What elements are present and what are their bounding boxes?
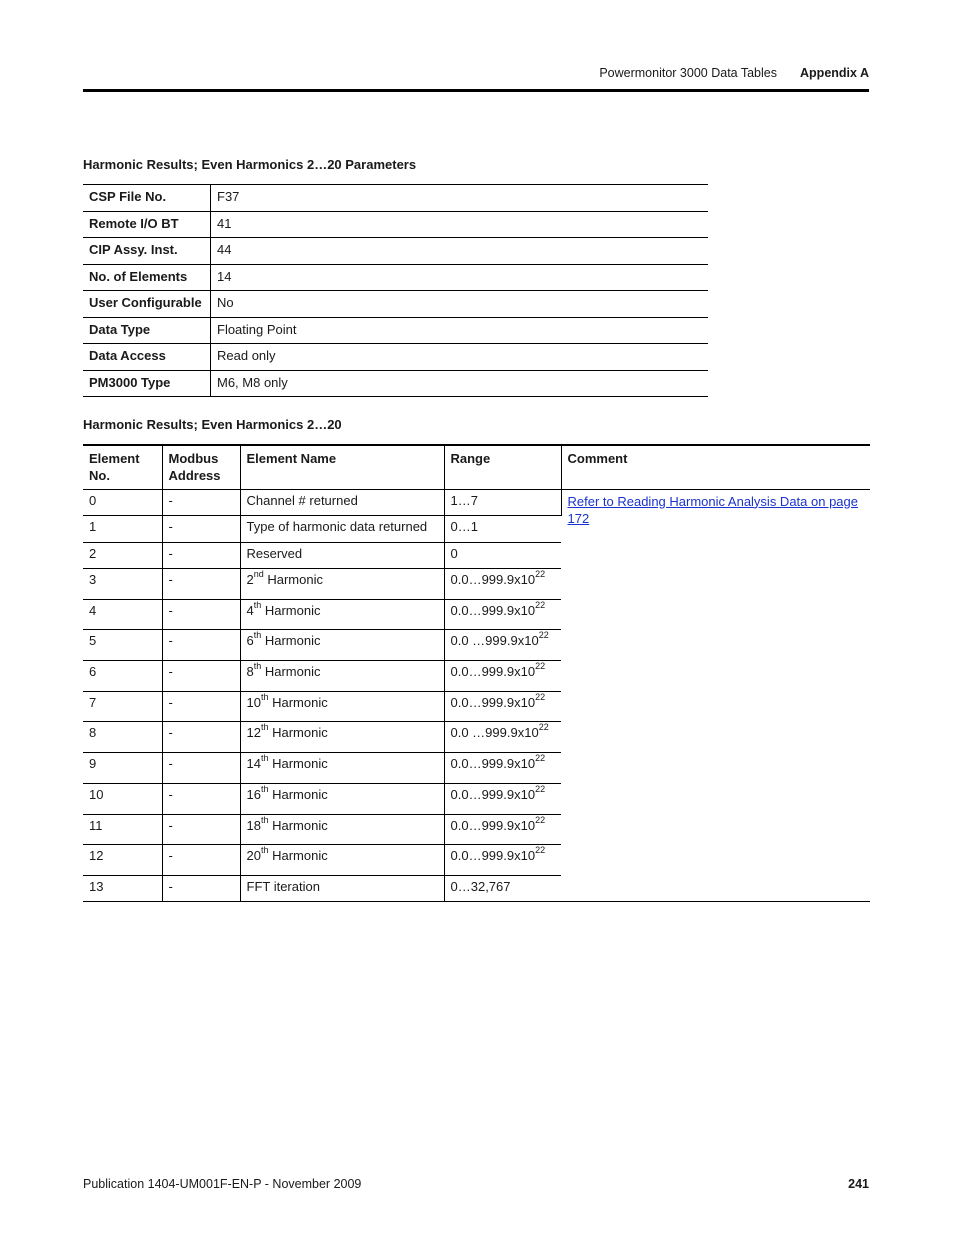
- table-row: [83, 489, 870, 516]
- element-no: 13: [83, 875, 162, 902]
- header-element-no: Element No.: [83, 445, 162, 489]
- range: $0.0\dots 999.9x10^{22}$: [444, 599, 561, 630]
- modbus-address: -: [162, 783, 240, 814]
- range: $0.0\dots 999.9x10^{22}$: [444, 753, 561, 784]
- range: 0…1: [444, 516, 561, 543]
- element-name: 12th Harmonic: [240, 722, 444, 753]
- table-row: [83, 211, 708, 238]
- header-modbus-address: Modbus Address: [162, 445, 240, 489]
- harmonic-results-table: [83, 444, 870, 902]
- header-range: Range: [444, 445, 561, 489]
- modbus-address: -: [162, 722, 240, 753]
- modbus-address: -: [162, 691, 240, 722]
- table-row: [83, 264, 708, 291]
- header-rule: [83, 89, 869, 92]
- element-name: 8th Harmonic: [240, 661, 444, 692]
- param-key: No. of Elements: [83, 264, 211, 291]
- modbus-address: -: [162, 542, 240, 569]
- results-table-caption: Harmonic Results; Even Harmonics 2…20: [83, 417, 342, 432]
- param-key: CSP File No.: [83, 185, 211, 212]
- param-key: Remote I/O BT: [83, 211, 211, 238]
- element-no: 8: [83, 722, 162, 753]
- element-no: 11: [83, 814, 162, 845]
- param-value: No: [211, 291, 709, 318]
- table-row: [83, 344, 708, 371]
- table-row: [83, 185, 708, 212]
- modbus-address: -: [162, 599, 240, 630]
- element-no: 2: [83, 542, 162, 569]
- range: 1…7: [444, 489, 561, 516]
- modbus-address: -: [162, 489, 240, 516]
- page-number: 241: [848, 1177, 869, 1191]
- param-value: Read only: [211, 344, 709, 371]
- range: $0.0\dots 999.9x10^{22}$: [444, 845, 561, 876]
- element-name: Channel # returned: [240, 489, 444, 516]
- param-value: F37: [211, 185, 709, 212]
- param-value: 44: [211, 238, 709, 265]
- element-no: 7: [83, 691, 162, 722]
- element-name: Type of harmonic data returned: [240, 516, 444, 543]
- element-no: 1: [83, 516, 162, 543]
- element-name: 2nd Harmonic: [240, 569, 444, 600]
- range: $0.0\dots 999.9x10^{22}$: [444, 661, 561, 692]
- range: 0.0 $\dots 999.9x10^{22}$: [444, 722, 561, 753]
- range: 0.0 $\dots 999.9x10^{22}$: [444, 630, 561, 661]
- element-name: 14th Harmonic: [240, 753, 444, 784]
- element-name: 20th Harmonic: [240, 845, 444, 876]
- element-no: 0: [83, 489, 162, 516]
- table-row: [83, 291, 708, 318]
- element-name: Reserved: [240, 542, 444, 569]
- header-comment: Comment: [561, 445, 870, 489]
- param-key: PM3000 Type: [83, 370, 211, 397]
- range: $0.0\dots 999.9x10^{22}$: [444, 814, 561, 845]
- element-name: 18th Harmonic: [240, 814, 444, 845]
- modbus-address: -: [162, 569, 240, 600]
- element-name: 6th Harmonic: [240, 630, 444, 661]
- parameters-table: [83, 184, 708, 397]
- modbus-address: -: [162, 753, 240, 784]
- page-header: [83, 64, 869, 84]
- modbus-address: -: [162, 814, 240, 845]
- param-key: Data Access: [83, 344, 211, 371]
- param-value: 14: [211, 264, 709, 291]
- element-no: 10: [83, 783, 162, 814]
- element-no: 5: [83, 630, 162, 661]
- range: $0.0\dots 999.9x10^{22}$: [444, 691, 561, 722]
- element-name: FFT iteration: [240, 875, 444, 902]
- element-no: 9: [83, 753, 162, 784]
- range: $0.0\dots 999.9x10^{22}$: [444, 783, 561, 814]
- param-key: CIP Assy. Inst.: [83, 238, 211, 265]
- modbus-address: -: [162, 661, 240, 692]
- table-row: [83, 317, 708, 344]
- table-row: [83, 238, 708, 265]
- element-no: 12: [83, 845, 162, 876]
- element-no: 6: [83, 661, 162, 692]
- reading-harmonic-analysis-link[interactable]: Refer to Reading Harmonic Analysis Data on page 172: [567, 493, 858, 526]
- range: $0.0\dots 999.9x10^{22}$: [444, 569, 561, 600]
- element-name: 4th Harmonic: [240, 599, 444, 630]
- element-no: 4: [83, 599, 162, 630]
- modbus-address: -: [162, 845, 240, 876]
- param-value: 41: [211, 211, 709, 238]
- document-title: Powermonitor 3000 Data Tables: [599, 66, 777, 80]
- element-name: 16th Harmonic: [240, 783, 444, 814]
- modbus-address: -: [162, 630, 240, 661]
- comment-cell: [561, 489, 870, 902]
- params-table-caption: Harmonic Results; Even Harmonics 2…20 Parameters: [83, 157, 417, 172]
- param-value: Floating Point: [211, 317, 709, 344]
- range: 0…32,767: [444, 875, 561, 902]
- appendix-label: Appendix A: [800, 66, 869, 80]
- param-key: User Configurable: [83, 291, 211, 318]
- publication-id: Publication 1404-UM001F-EN-P - November 2009: [83, 1177, 362, 1191]
- header-element-name: Element Name: [240, 445, 444, 489]
- modbus-address: -: [162, 875, 240, 902]
- modbus-address: -: [162, 516, 240, 543]
- element-no: 3: [83, 569, 162, 600]
- range: 0: [444, 542, 561, 569]
- table-row: [83, 370, 708, 397]
- param-value: M6, M8 only: [211, 370, 709, 397]
- param-key: Data Type: [83, 317, 211, 344]
- element-name: 10th Harmonic: [240, 691, 444, 722]
- table-header-row: [83, 445, 870, 489]
